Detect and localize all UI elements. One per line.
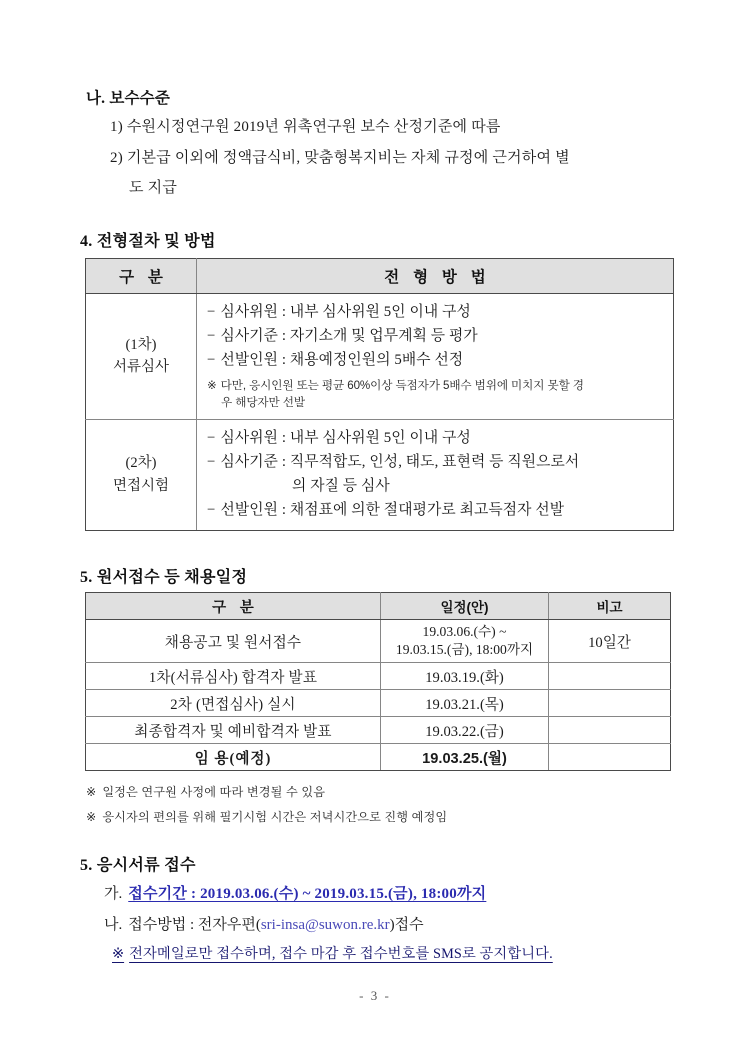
table-row bbox=[86, 690, 671, 717]
table-row bbox=[86, 717, 671, 744]
schedule-remark bbox=[549, 663, 671, 690]
method-line bbox=[207, 349, 673, 373]
stage-label-line2: 면접시험 bbox=[112, 477, 170, 494]
schedule-date-line1: 19.03.06.(수) ~ bbox=[422, 623, 507, 639]
dash-bullet: − bbox=[207, 327, 216, 344]
schedule-remark bbox=[549, 744, 671, 771]
schedule-label: 채용공고 및 원서접수 bbox=[86, 620, 381, 663]
note-text: 다만, 응시인원 또는 평균 60%이상 득점자가 5배수 범위에 미치지 못할 경 bbox=[220, 378, 584, 392]
process-header-method: 전 형 방 법 bbox=[197, 259, 674, 294]
schedule-note-2 bbox=[86, 808, 447, 825]
item-marker: 가. bbox=[104, 886, 123, 902]
table-header-row bbox=[86, 593, 671, 620]
schedule-header-category: 구 분 bbox=[86, 593, 381, 620]
item-marker: 나. bbox=[104, 917, 123, 933]
stage-label-line1: (2차) bbox=[125, 455, 157, 472]
method-text: 심사기준 : 자기소개 및 업무계획 등 평가 bbox=[220, 327, 478, 344]
schedule-date-line2: 19.03.15.(금), 18:00까지 bbox=[395, 642, 534, 657]
method-line bbox=[207, 301, 673, 325]
page-number-footer: - 3 - bbox=[359, 988, 391, 1003]
application-period-text: 접수기간 : 2019.03.06.(수) ~ 2019.03.15.(금), 18:00까지 bbox=[128, 886, 487, 902]
application-method-prefix: 접수방법 : 전자우편( bbox=[128, 917, 261, 933]
salary-item-2: 2) 기본급 이외에 정액급식비, 맞춤형복지비는 자체 규정에 근거하여 별 bbox=[110, 150, 570, 166]
schedule-section-heading: 5. 원서접수 등 채용일정 bbox=[80, 569, 248, 586]
process-header-category: 구 분 bbox=[86, 259, 197, 294]
table-header-row bbox=[86, 259, 674, 294]
schedule-label: 최종합격자 및 예비합격자 발표 bbox=[86, 717, 381, 744]
method-text: 선발인원 : 채용예정인원의 5배수 선정 bbox=[220, 351, 464, 368]
note-text: 일정은 연구원 사정에 따라 변경될 수 있음 bbox=[102, 785, 326, 799]
table-row bbox=[86, 620, 671, 663]
table-row bbox=[86, 744, 671, 771]
process-stage-2 bbox=[86, 419, 197, 530]
application-item-period bbox=[104, 882, 486, 903]
final-note-text: 전자메일로만 접수하며, 접수 마감 후 접수번호를 SMS로 공지합니다. bbox=[129, 946, 553, 962]
method-line bbox=[207, 325, 673, 349]
schedule-date: 19.03.19.(화) bbox=[381, 663, 549, 690]
schedule-table bbox=[85, 592, 671, 771]
method-line bbox=[207, 499, 673, 523]
schedule-header-remark: 비고 bbox=[549, 593, 671, 620]
process-note-1 bbox=[207, 373, 673, 412]
schedule-label: 임 용(예정) bbox=[86, 744, 381, 771]
method-text: 심사기준 : 직무적합도, 인성, 태도, 표현력 등 직원으로서 bbox=[220, 453, 580, 470]
table-row bbox=[86, 419, 674, 530]
application-email-link[interactable]: sri-insa@suwon.re.kr bbox=[260, 917, 390, 933]
dash-bullet: − bbox=[207, 304, 216, 320]
reference-mark-icon: ※ bbox=[86, 810, 97, 824]
method-line-continued bbox=[207, 475, 673, 499]
salary-item-2-continued: 도 지급 bbox=[129, 180, 178, 196]
dash-bullet: − bbox=[207, 501, 216, 518]
method-text: 의 자질 등 심사 bbox=[292, 477, 390, 494]
method-line bbox=[207, 451, 673, 475]
schedule-remark bbox=[549, 717, 671, 744]
schedule-date bbox=[381, 620, 549, 663]
schedule-date: 19.03.25.(월) bbox=[381, 744, 549, 771]
stage-label-line1: (1차) bbox=[125, 336, 157, 353]
reference-mark-icon: ※ bbox=[112, 946, 125, 962]
application-final-note bbox=[112, 943, 553, 963]
stage-label-line2: 서류심사 bbox=[112, 359, 170, 376]
process-section-heading: 4. 전형절차 및 방법 bbox=[80, 233, 216, 250]
salary-heading: 나. 보수수준 bbox=[86, 90, 171, 107]
table-row bbox=[86, 294, 674, 420]
process-method-2 bbox=[197, 419, 674, 530]
table-row bbox=[86, 663, 671, 690]
method-line bbox=[207, 427, 673, 451]
dash-bullet: − bbox=[207, 351, 216, 368]
schedule-header-date: 일정(안) bbox=[381, 593, 549, 620]
reference-mark-icon: ※ bbox=[207, 378, 217, 392]
note-text: 응시자의 편의를 위해 필기시험 시간은 저녁시간으로 진행 예정임 bbox=[102, 810, 448, 824]
method-text: 선발인원 : 채점표에 의한 절대평가로 최고득점자 선발 bbox=[220, 501, 565, 518]
method-text: 심사위원 : 내부 심사위원 5인 이내 구성 bbox=[220, 304, 471, 320]
application-section-heading: 5. 응시서류 접수 bbox=[80, 857, 196, 874]
schedule-remark bbox=[549, 690, 671, 717]
schedule-label: 2차 (면접심사) 실시 bbox=[86, 690, 381, 717]
reference-mark-icon: ※ bbox=[86, 785, 97, 799]
note-text-continued: 우 해당자만 선발 bbox=[221, 396, 305, 410]
process-stage-1 bbox=[86, 294, 197, 420]
method-text: 심사위원 : 내부 심사위원 5인 이내 구성 bbox=[220, 429, 471, 446]
dash-bullet: − bbox=[207, 453, 216, 470]
schedule-date: 19.03.21.(목) bbox=[381, 690, 549, 717]
schedule-date: 19.03.22.(금) bbox=[381, 717, 549, 744]
salary-item-1: 1) 수원시정연구원 2019년 위촉연구원 보수 산정기준에 따름 bbox=[110, 119, 501, 135]
application-method-suffix: )접수 bbox=[389, 917, 424, 933]
schedule-note-1 bbox=[86, 783, 325, 800]
schedule-label: 1차(서류심사) 합격자 발표 bbox=[86, 663, 381, 690]
process-method-1 bbox=[197, 294, 674, 420]
application-item-method bbox=[104, 913, 424, 934]
process-table bbox=[85, 258, 674, 531]
schedule-remark: 10일간 bbox=[549, 620, 671, 663]
dash-bullet: − bbox=[207, 429, 216, 446]
